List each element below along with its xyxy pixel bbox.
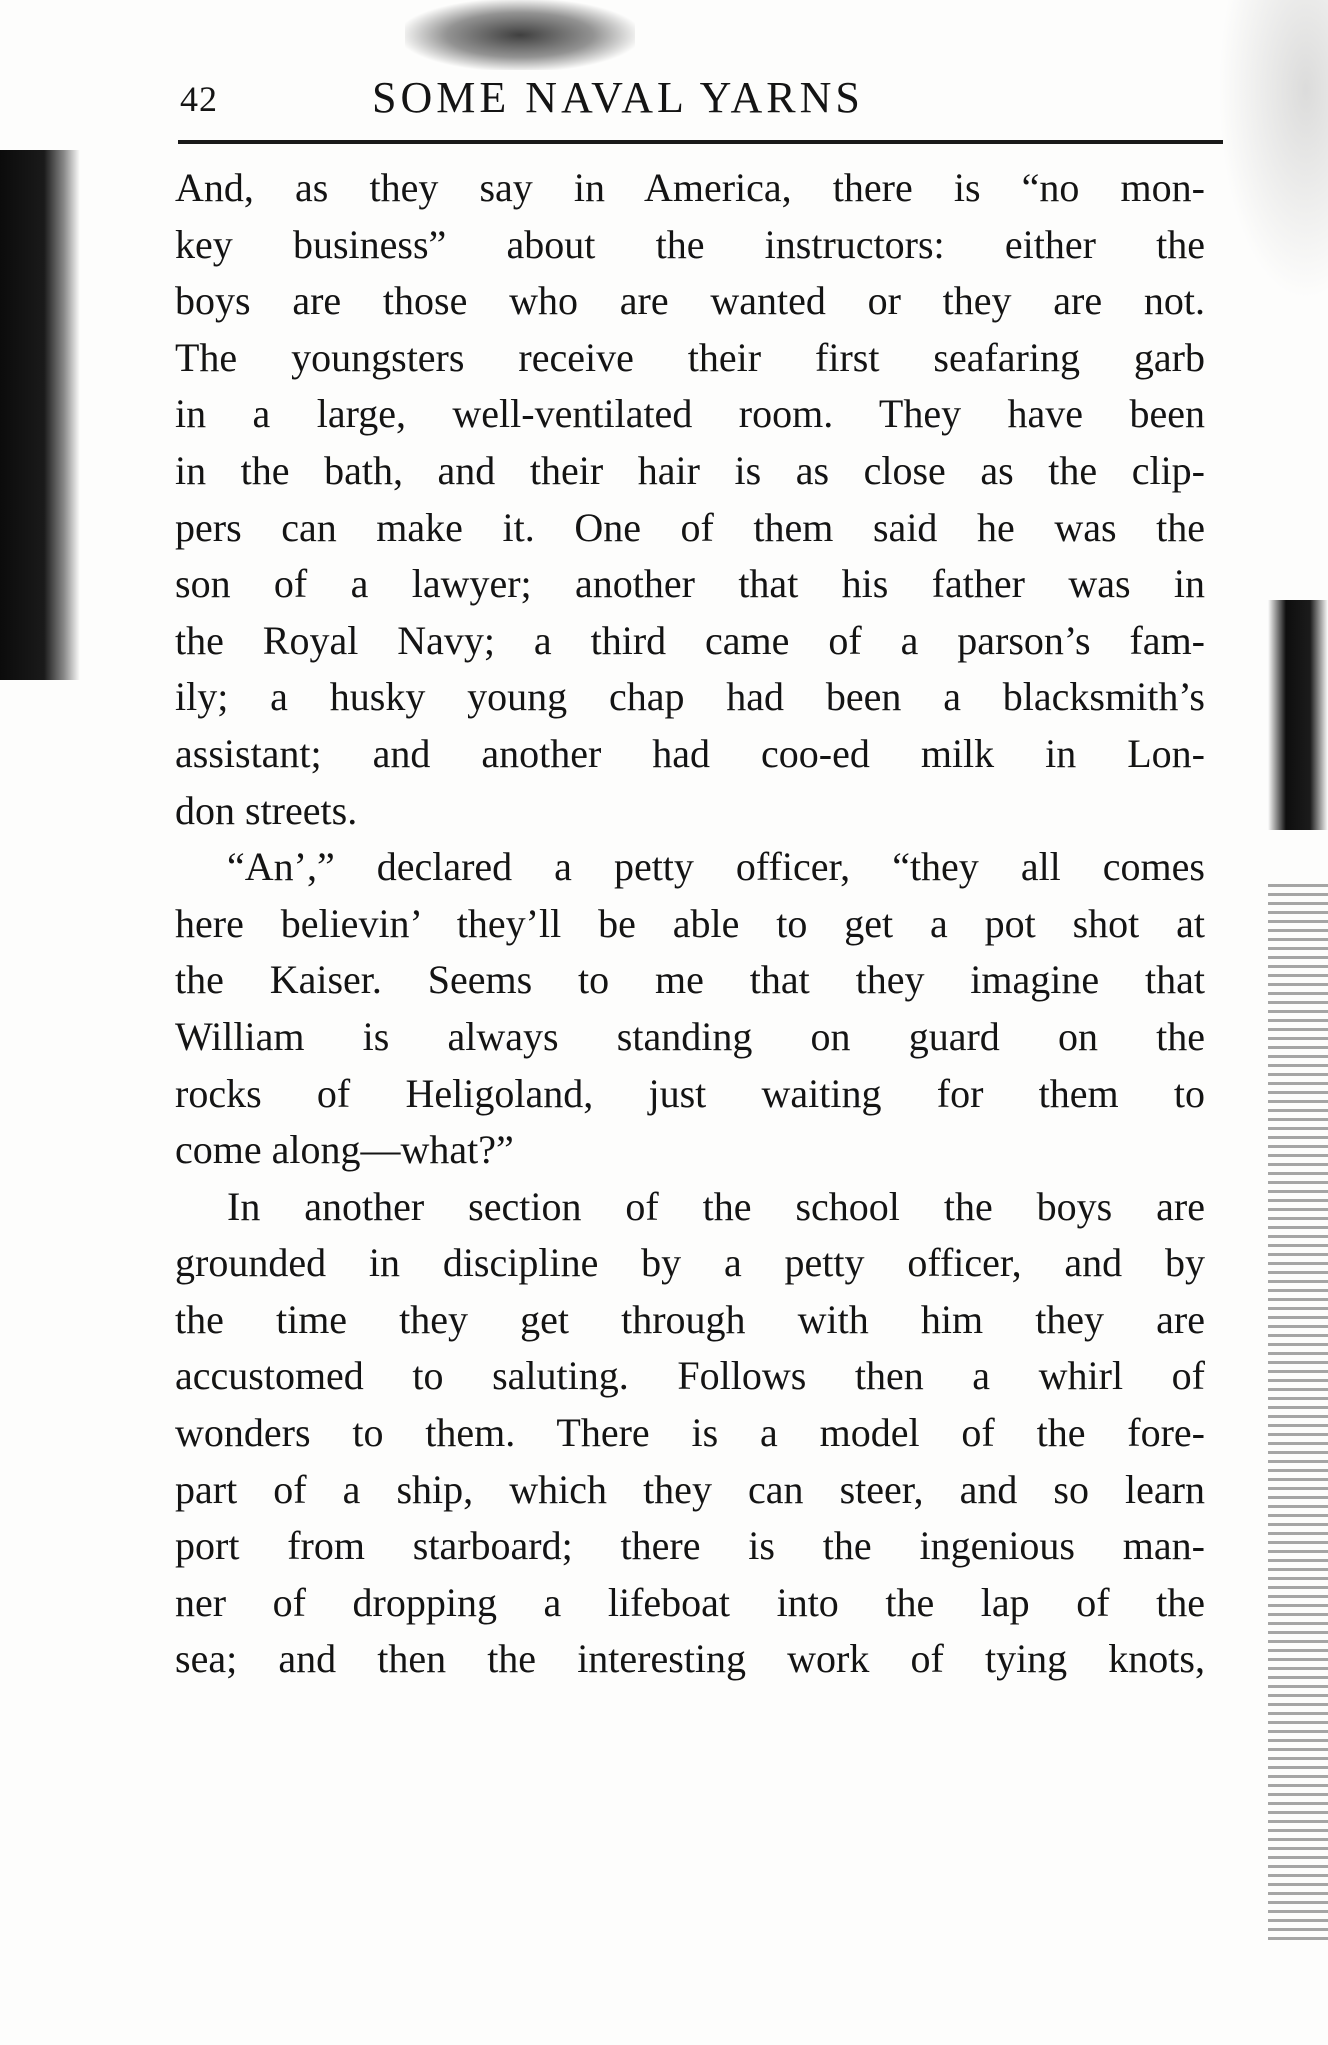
body-text bbox=[175, 160, 1205, 1688]
text-line: grounded in discipline by a petty officer, and by bbox=[175, 1240, 1205, 1286]
text-line: In another section of the school the boys are bbox=[227, 1183, 1205, 1229]
header-rule bbox=[178, 140, 1223, 144]
paragraph-1 bbox=[175, 160, 1205, 839]
text-line: assistant; and another had coo-ed milk in Lon- bbox=[175, 730, 1205, 776]
text-line: don streets. bbox=[175, 787, 358, 833]
page-number: 42 bbox=[180, 79, 218, 119]
text-line: William is always standing on guard on the bbox=[175, 1013, 1205, 1059]
text-line: The youngsters receive their first seafaring garb bbox=[175, 334, 1205, 380]
text-line: pers can make it. One of them said he was the bbox=[175, 504, 1205, 550]
scan-edge-shadow-left bbox=[0, 150, 80, 680]
text-line: ner of dropping a lifeboat into the lap of the bbox=[175, 1579, 1205, 1625]
text-line: rocks of Heligoland, just waiting for them to bbox=[175, 1070, 1205, 1116]
text-line: in a large, well-ventilated room. They have been bbox=[175, 391, 1205, 437]
scan-speckle-top-right bbox=[1218, 0, 1328, 300]
text-line: the Royal Navy; a third came of a parson’s fam- bbox=[175, 617, 1205, 663]
text-line: the time they get through with him they are bbox=[175, 1296, 1205, 1342]
running-title: SOME NAVAL YARNS bbox=[372, 73, 864, 122]
scan-edge-speckle-right bbox=[1268, 880, 1328, 1940]
scan-edge-shadow-right bbox=[1268, 600, 1328, 830]
text-line: port from starboard; there is the ingenious man- bbox=[175, 1523, 1205, 1569]
text-line: sea; and then the interesting work of tying knots, bbox=[175, 1636, 1205, 1682]
text-line: come along—what?” bbox=[175, 1127, 514, 1173]
text-line: part of a ship, which they can steer, and so learn bbox=[175, 1466, 1205, 1512]
paragraph-2 bbox=[175, 839, 1205, 1179]
text-line: the Kaiser. Seems to me that they imagine that bbox=[175, 957, 1205, 1003]
text-line: boys are those who are wanted or they are not. bbox=[175, 278, 1205, 324]
text-line: ily; a husky young chap had been a blacksmith’s bbox=[175, 674, 1205, 720]
text-line: wonders to them. There is a model of the fore- bbox=[175, 1410, 1205, 1456]
text-line: in the bath, and their hair is as close as the clip- bbox=[175, 447, 1205, 493]
text-line: son of a lawyer; another that his father was in bbox=[175, 561, 1205, 607]
text-line: And, as they say in America, there is “no mon- bbox=[175, 165, 1205, 210]
scan-smudge-top bbox=[405, 0, 635, 70]
text-line: accustomed to saluting. Follows then a whirl of bbox=[175, 1353, 1205, 1399]
text-line: here believin’ they’ll be able to get a pot shot at bbox=[175, 900, 1205, 946]
paragraph-3 bbox=[175, 1179, 1205, 1688]
page-header bbox=[180, 72, 1225, 136]
text-line: key business” about the instructors: either the bbox=[175, 221, 1205, 267]
text-line: “An’,” declared a petty officer, “they all comes bbox=[227, 844, 1205, 890]
